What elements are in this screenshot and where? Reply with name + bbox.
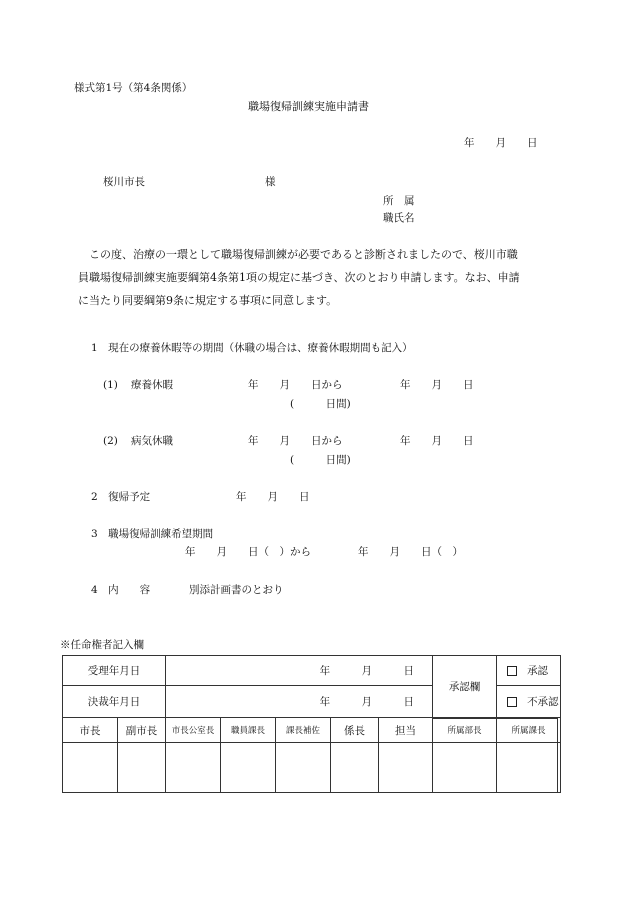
signer-header: 係長 bbox=[331, 718, 379, 743]
addressee: 桜川市長 bbox=[103, 176, 145, 188]
name-label: 職氏名 bbox=[383, 212, 415, 224]
item1-from: 年 月 日から bbox=[248, 379, 343, 391]
item1-days: ( 日間) bbox=[290, 398, 351, 410]
item2-number: (2) bbox=[103, 435, 118, 447]
seal-cell[interactable] bbox=[166, 743, 221, 793]
decided-date-field[interactable]: 年 月 日 bbox=[166, 686, 433, 718]
item2-from: 年 月 日から bbox=[248, 435, 343, 447]
seal-cell[interactable] bbox=[63, 743, 118, 793]
received-date-field[interactable]: 年 月 日 bbox=[166, 656, 433, 686]
seal-cell[interactable] bbox=[276, 743, 331, 793]
signer-header: 所属部長 bbox=[433, 718, 497, 743]
item1-number: (1) bbox=[103, 379, 118, 391]
signer-header: 副市長 bbox=[118, 718, 166, 743]
signer-header: 市長 bbox=[63, 718, 118, 743]
section2-date: 年 月 日 bbox=[236, 491, 310, 503]
decided-date-label: 決裁年月日 bbox=[63, 686, 166, 718]
section3-heading: 3 職場復帰訓練希望期間 bbox=[91, 528, 214, 540]
signer-header: 所属課長 bbox=[497, 718, 561, 743]
received-date-label: 受理年月日 bbox=[63, 656, 166, 686]
appointer-section-title: ※任命権者記入欄 bbox=[60, 639, 144, 651]
application-date: 年 月 日 bbox=[464, 137, 538, 149]
body-line: この度、治療の一環として職場復帰訓練が必要であると診断されましたので、桜川市職 bbox=[78, 248, 518, 261]
seal-cell[interactable] bbox=[379, 743, 433, 793]
section4-heading: 4 内 容 bbox=[91, 584, 151, 596]
approval-column-label: 承認欄 bbox=[433, 656, 497, 718]
reject-option-label: 不承認 bbox=[527, 696, 559, 708]
reject-option[interactable] bbox=[497, 686, 561, 718]
addressee-honorific: 様 bbox=[265, 176, 276, 188]
section3-from: 年 月 日（ ）から bbox=[185, 546, 311, 558]
affiliation-label: 所 属 bbox=[383, 195, 415, 207]
item2-label: 病気休職 bbox=[131, 435, 173, 447]
approve-option[interactable] bbox=[497, 656, 561, 686]
seal-cell[interactable] bbox=[497, 743, 561, 793]
approve-option-label: 承認 bbox=[527, 665, 549, 677]
signer-header: 課長補佐 bbox=[276, 718, 331, 743]
approval-table bbox=[62, 655, 561, 793]
section2-heading: 2 復帰予定 bbox=[91, 491, 151, 503]
form-number: 様式第1号（第4条関係） bbox=[74, 82, 193, 94]
approve-checkbox[interactable] bbox=[507, 666, 517, 676]
signer-header: 担当 bbox=[379, 718, 433, 743]
item1-to: 年 月 日 bbox=[400, 379, 474, 391]
application-body bbox=[78, 243, 552, 312]
item1-label: 療養休暇 bbox=[131, 379, 173, 391]
signer-header: 市長公室長 bbox=[166, 718, 221, 743]
section4-value: 別添計画書のとおり bbox=[189, 584, 284, 596]
item2-to: 年 月 日 bbox=[400, 435, 474, 447]
body-line: に当たり同要綱第9条に規定する事項に同意します。 bbox=[78, 294, 338, 307]
reject-checkbox[interactable] bbox=[507, 697, 517, 707]
document-title: 職場復帰訓練実施申請書 bbox=[248, 100, 369, 113]
body-line: 員職場復帰訓練実施要綱第4条第1項の規定に基づき、次のとおり申請します。なお、申請 bbox=[78, 271, 520, 284]
seal-cell[interactable] bbox=[118, 743, 166, 793]
seal-cell[interactable] bbox=[433, 743, 497, 793]
item2-days: ( 日間) bbox=[290, 454, 351, 466]
seal-cell[interactable] bbox=[221, 743, 276, 793]
seal-cell[interactable] bbox=[331, 743, 379, 793]
section1-heading: 1 現在の療養休暇等の期間（休職の場合は、療養休暇期間も記入） bbox=[91, 342, 413, 354]
signer-header: 職員課長 bbox=[221, 718, 276, 743]
section3-to: 年 月 日（ ） bbox=[358, 546, 463, 558]
